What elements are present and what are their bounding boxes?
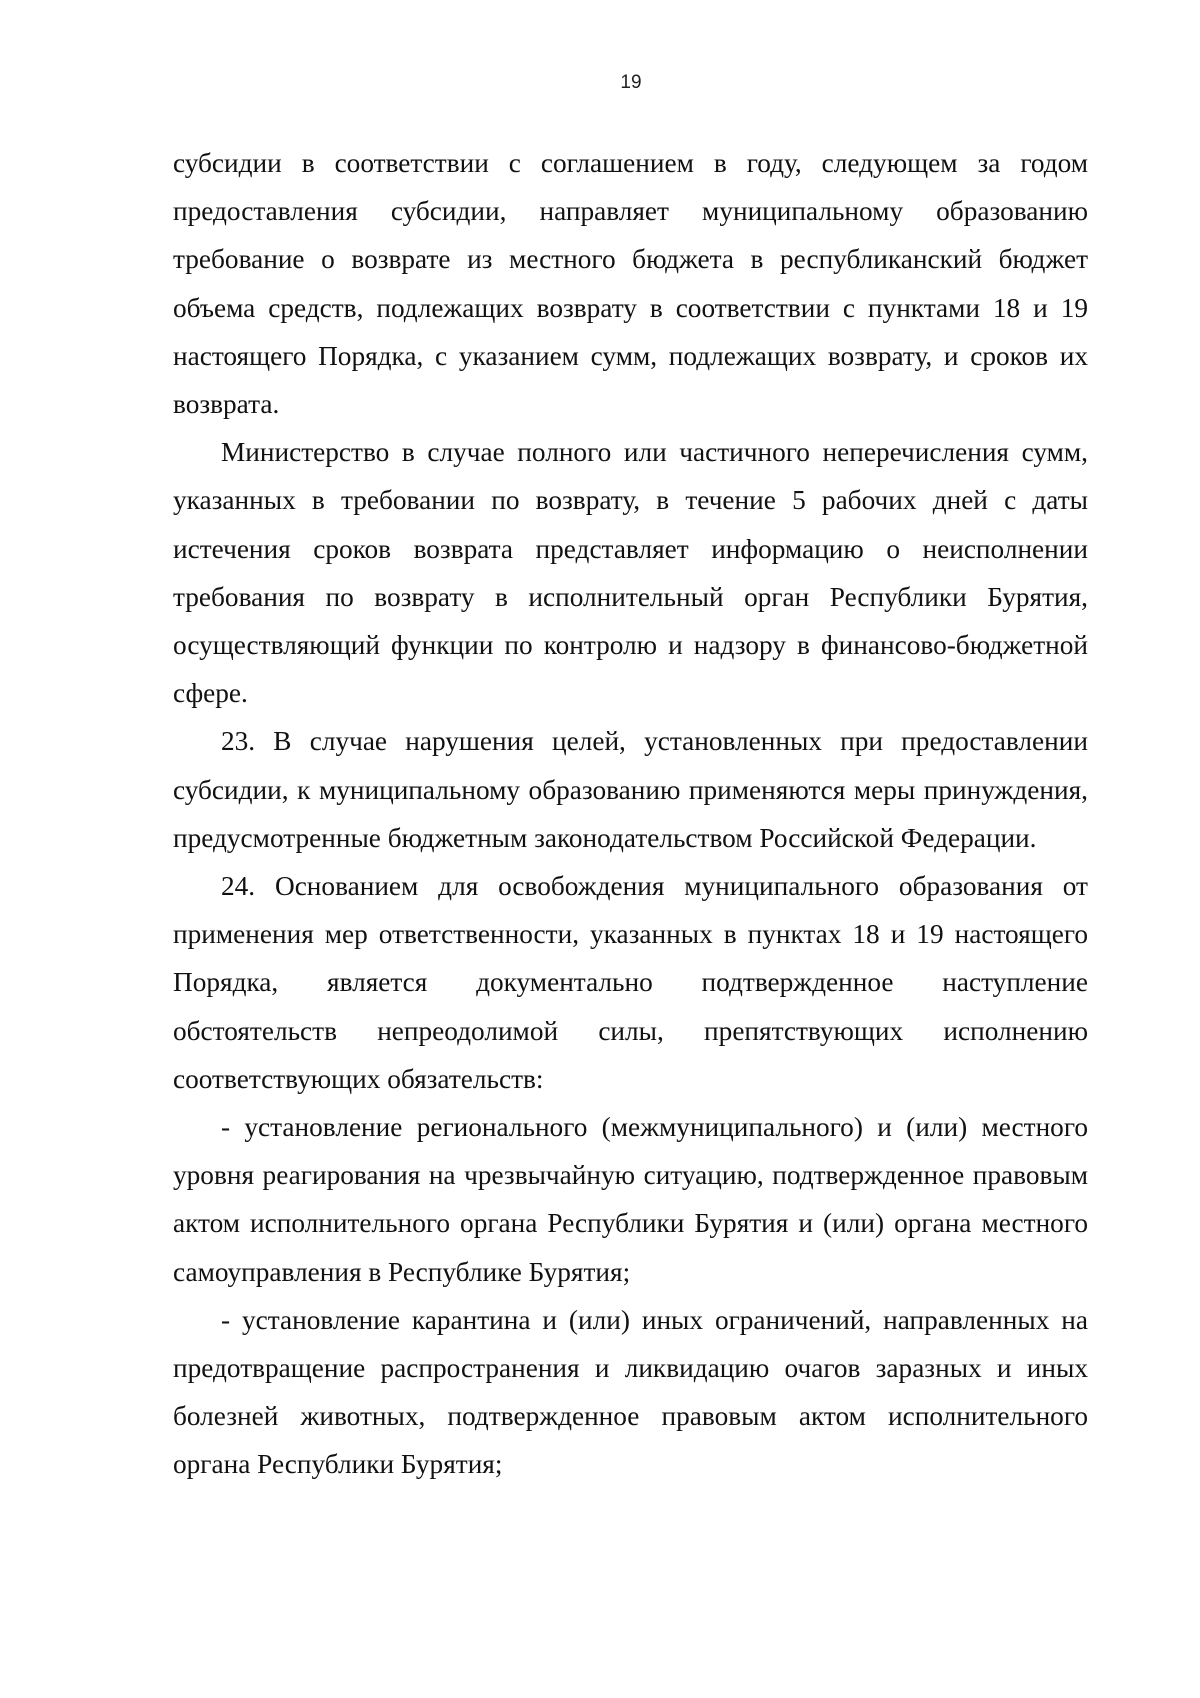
page-number: 19	[620, 72, 642, 93]
list-item-emergency-response: - установление регионального (межмуниципального) и (или) местного уровня реагирования на чрезвычайную ситуацию, подтвержденное правовым актом исполнительного органа Республики Бурятия и (или) органа местного самоуправления в Республике Бурятия;	[173, 1112, 1088, 1287]
paragraph-return-demand: субсидии в соответствии с соглашением в году, следующем за годом предоставления субсидии, направляет муниципальному образованию требование о возврате из местного бюджета в республиканский бюджет объема средств, подлежащих возврату в соответствии с пунктами 18 и 19 настоящего Порядка, с указанием сумм, подлежащих возврату, и сроков их возврата.	[173, 148, 1088, 420]
document-body	[173, 139, 1088, 1489]
paragraph-ministry-notification: Министерство в случае полного или частичного неперечисления сумм, указанных в требовании по возврату, в течение 5 рабочих дней с даты истечения сроков возврата представляет информацию о неисполнении требования по возврату в исполнительный орган Республики Бурятия, осуществляющий функции по контролю и надзору в финансово-бюджетной сфере.	[173, 437, 1088, 709]
list-item-quarantine: - установление карантина и (или) иных ограничений, направленных на предотвращение распространения и ликвидацию очагов заразных и иных болезней животных, подтвержденное правовым актом исполнительного органа Республики Бурятия;	[173, 1304, 1088, 1480]
paragraph-item-23: 23. В случае нарушения целей, установленных при предоставлении субсидии, к муниципальному образованию применяются меры принуждения, предусмотренные бюджетным законодательством Российской Федерации.	[173, 726, 1088, 853]
paragraph-item-24: 24. Основанием для освобождения муниципального образования от применения мер ответственности, указанных в пунктах 18 и 19 настоящего Порядка, является документально подтвержденное наступление обстоятельств непреодолимой силы, препятствующих исполнению соответствующих обязательств:	[173, 871, 1088, 1094]
